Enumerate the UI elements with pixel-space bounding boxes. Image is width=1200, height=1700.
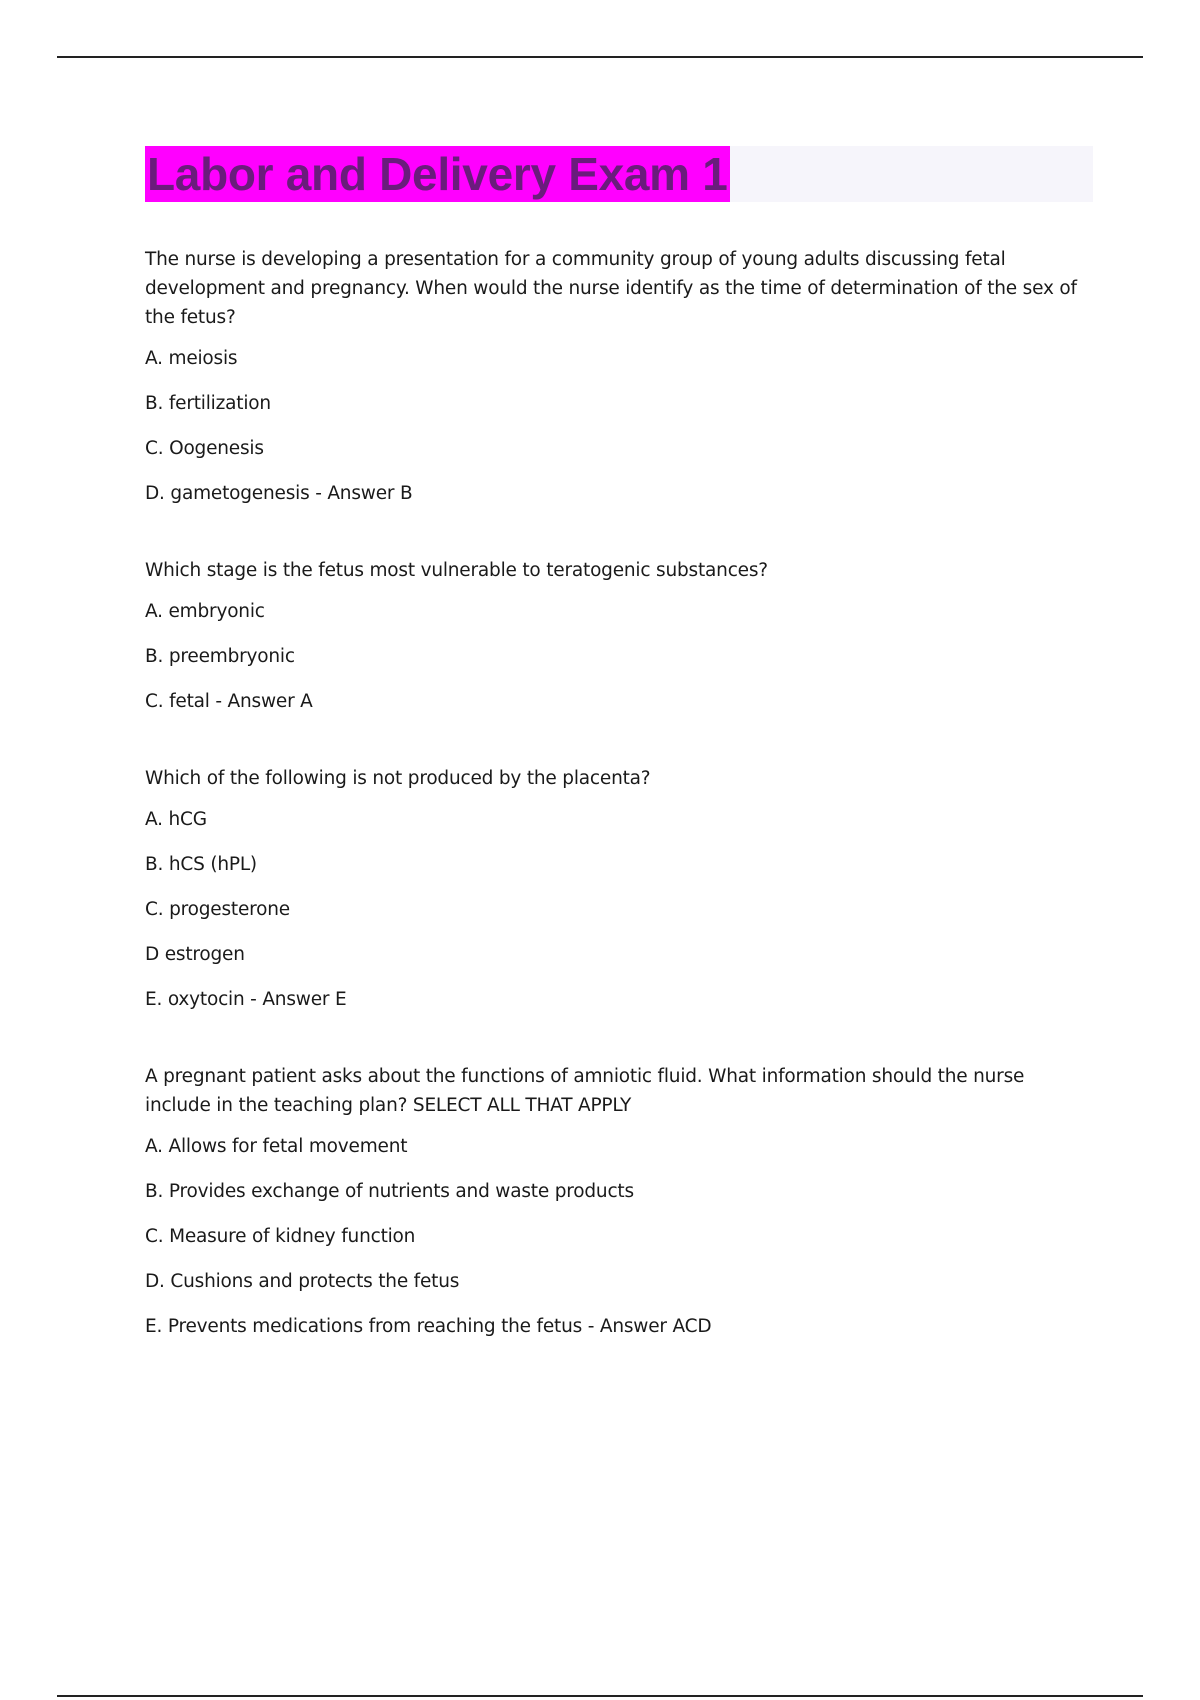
answer-option: A. meiosis: [145, 348, 238, 369]
question-1: [145, 245, 1095, 508]
answer-option: A. Allows for fetal movement: [145, 1136, 408, 1157]
answer-option: D estrogen: [145, 944, 245, 965]
question-2: [145, 556, 1095, 716]
question-text: A pregnant patient asks about the functions of amniotic fluid. What information should the nurse include in the teaching plan? SELECT ALL THAT APPLY: [145, 1066, 1025, 1116]
footer-rule: [57, 1695, 1143, 1697]
answer-option: A. embryonic: [145, 601, 265, 622]
answer-option: C. progesterone: [145, 899, 290, 920]
answer-option: D. gametogenesis - Answer B: [145, 483, 413, 504]
document-body: [145, 245, 1095, 1357]
answer-option: B. Provides exchange of nutrients and waste products: [145, 1181, 634, 1202]
answer-option: B. preembryonic: [145, 646, 295, 667]
question-text: The nurse is developing a presentation for a community group of young adults discussing fetal development and pregnancy. When would the nurse identify as the time of determination of the sex of the fetus?: [145, 249, 1077, 328]
answer-option: A. hCG: [145, 809, 207, 830]
answer-option: B. hCS (hPL): [145, 854, 257, 875]
document-title: Labor and Delivery Exam 1: [147, 148, 728, 200]
answer-option: E. Prevents medications from reaching the fetus - Answer ACD: [145, 1316, 712, 1337]
answer-option: C. Oogenesis: [145, 438, 264, 459]
answer-option: D. Cushions and protects the fetus: [145, 1271, 460, 1292]
question-text: Which of the following is not produced by the placenta?: [145, 768, 651, 789]
answer-option: C. Measure of kidney function: [145, 1226, 416, 1247]
answer-option: E. oxytocin - Answer E: [145, 989, 347, 1010]
header-rule: [57, 56, 1143, 58]
question-4: [145, 1062, 1095, 1341]
question-3: [145, 764, 1095, 1014]
answer-option: B. fertilization: [145, 393, 271, 414]
answer-option: C. fetal - Answer A: [145, 691, 313, 712]
question-text: Which stage is the fetus most vulnerable to teratogenic substances?: [145, 560, 768, 581]
